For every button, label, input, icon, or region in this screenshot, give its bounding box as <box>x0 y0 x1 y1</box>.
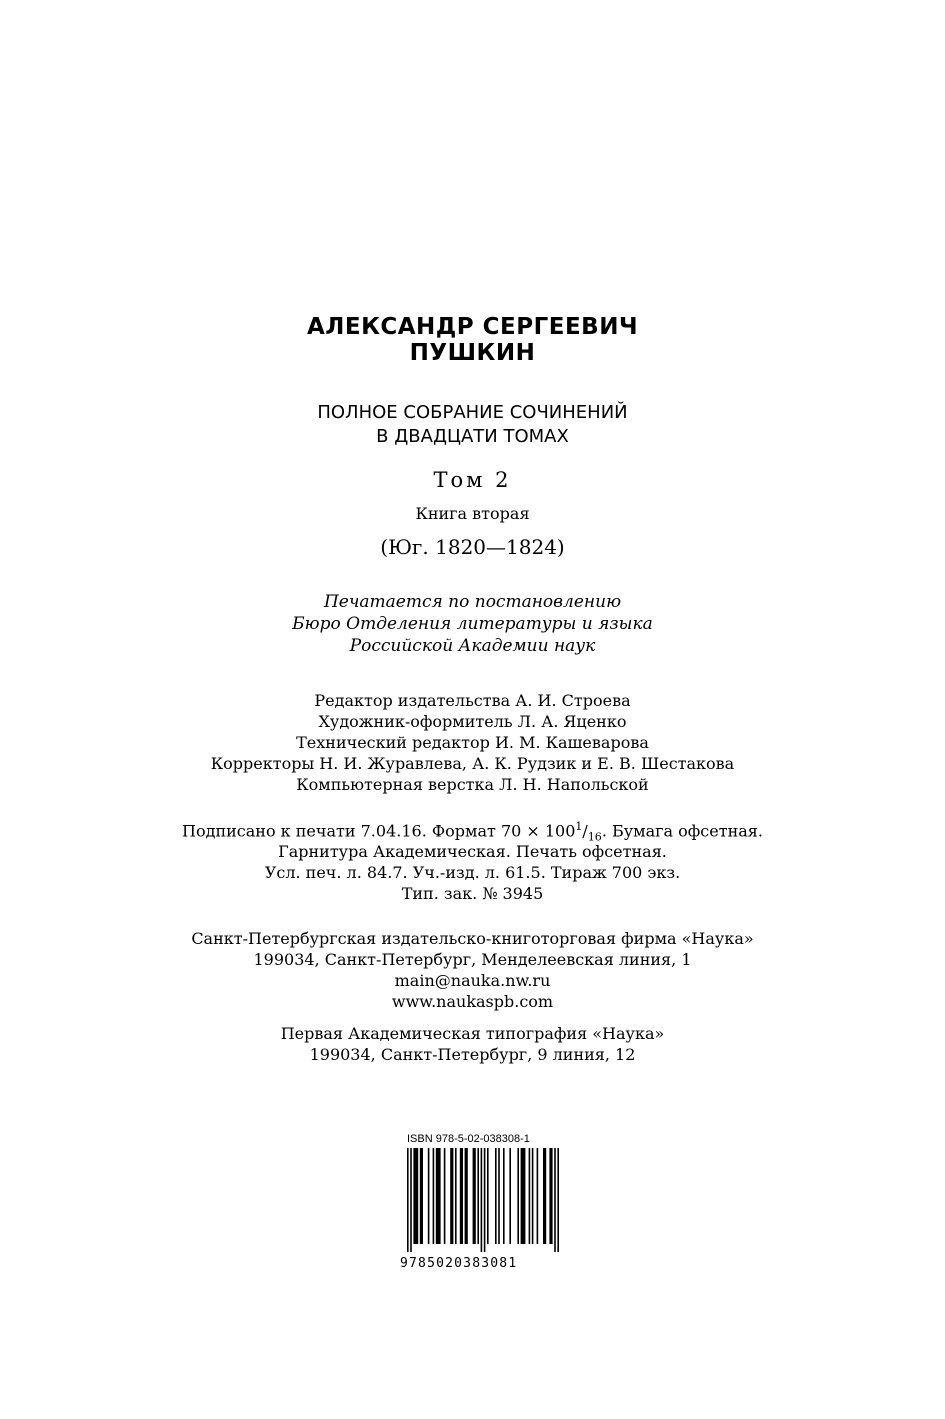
staff-credit-line: Корректоры Н. И. Журавлева, А. К. Рудзик и Е. В. Шестакова <box>210 754 735 773</box>
barcode-bar <box>465 1148 468 1244</box>
isbn-barcode <box>407 1148 559 1252</box>
staff-credit-line: Компьютерная верстка Л. Н. Напольской <box>296 775 649 794</box>
print-signed-prefix: Подписано к печати 7.04.16. Формат 70 × 100 <box>182 821 576 841</box>
barcode-bar <box>428 1148 430 1244</box>
barcode-bar <box>455 1148 457 1244</box>
isbn-number: ISBN 978-5-02-038308-1 <box>407 1133 530 1145</box>
staff-credit-line: Технический редактор И. М. Кашеварова <box>296 733 649 752</box>
format-denominator: 16 <box>587 830 602 844</box>
barcode-bar <box>436 1148 441 1244</box>
format-numerator: 1 <box>575 820 583 833</box>
period-label: (Юг. 1820—1824) <box>380 535 565 559</box>
print-volume-line: Усл. печ. л. 84.7. Уч.-изд. л. 61.5. Тираж 700 экз. <box>264 863 681 882</box>
author-name-line-1: АЛЕКСАНДР СЕРГЕЕВИЧ <box>306 314 639 340</box>
print-order-line: Тип. зак. № 3945 <box>401 884 544 903</box>
barcode-digits: 9785020383081 <box>400 1256 518 1271</box>
volume-number: Том 2 <box>433 468 512 492</box>
barcode-bar <box>460 1148 463 1244</box>
publisher-website: www.naukaspb.com <box>391 992 554 1011</box>
author-name-line-2: ПУШКИН <box>409 340 536 366</box>
barcode-bar <box>477 1148 479 1244</box>
barcode-bar <box>549 1148 552 1244</box>
printer-address: 199034, Санкт-Петербург, 9 линия, 12 <box>309 1045 636 1064</box>
barcode-bar <box>444 1148 446 1244</box>
publisher-address: 199034, Санкт-Петербург, Менделеевская линия, 1 <box>253 950 692 969</box>
barcode-bars <box>407 1148 559 1252</box>
barcode-bar <box>487 1148 489 1244</box>
barcode-bar <box>498 1148 500 1244</box>
barcode-bar <box>495 1148 497 1244</box>
barcode-guard-bar <box>481 1148 483 1252</box>
barcode-bar <box>413 1148 418 1244</box>
barcode-bar <box>529 1148 531 1244</box>
staff-credit-line: Редактор издательства А. И. Строева <box>314 691 631 710</box>
barcode-bar <box>543 1148 546 1244</box>
publisher-email: main@nauka.nw.ru <box>394 971 551 990</box>
barcode-bar <box>433 1148 435 1244</box>
collection-title-line-2: В ДВАДЦАТИ ТОМАХ <box>376 426 569 447</box>
barcode-bar <box>420 1148 423 1244</box>
barcode-bar <box>517 1148 519 1244</box>
barcode-guard-bar <box>484 1148 486 1252</box>
imprimatur-line-3: Российской Академии наук <box>349 636 596 656</box>
print-signed-line: Подписано к печати 7.04.16. Формат $70 \times 100^1/_{16}$. Бумага офсетная. <box>182 820 763 844</box>
imprimatur-line-1: Печатается по постановлению <box>323 592 622 612</box>
barcode-bar <box>473 1148 476 1244</box>
staff-credit-line: Художник-оформитель Л. А. Яценко <box>318 712 627 731</box>
print-signed-suffix: . Бумага офсетная. <box>601 821 763 841</box>
barcode-bar <box>532 1148 534 1244</box>
book-label: Книга вторая <box>415 504 530 523</box>
barcode-bar <box>509 1148 511 1244</box>
barcode-guard-bar <box>554 1148 556 1252</box>
barcode-guard-bar <box>407 1148 409 1252</box>
collection-title-line-1: ПОЛНОЕ СОБРАНИЕ СОЧИНЕНИЙ <box>317 402 628 423</box>
imprimatur-line-2: Бюро Отделения литературы и языка <box>292 614 653 634</box>
barcode-guard-bar <box>410 1148 412 1252</box>
print-typeface-line: Гарнитура Академическая. Печать офсетная. <box>278 842 667 861</box>
barcode-bar <box>503 1148 505 1244</box>
barcode-guard-bar <box>557 1148 559 1252</box>
barcode-bar <box>450 1148 453 1244</box>
printer-name: Первая Академическая типография «Наука» <box>280 1024 665 1043</box>
barcode-bar <box>521 1148 526 1244</box>
publisher-name: Санкт-Петербургская издательско-книготорговая фирма «Наука» <box>191 929 754 948</box>
barcode-bar <box>537 1148 539 1244</box>
